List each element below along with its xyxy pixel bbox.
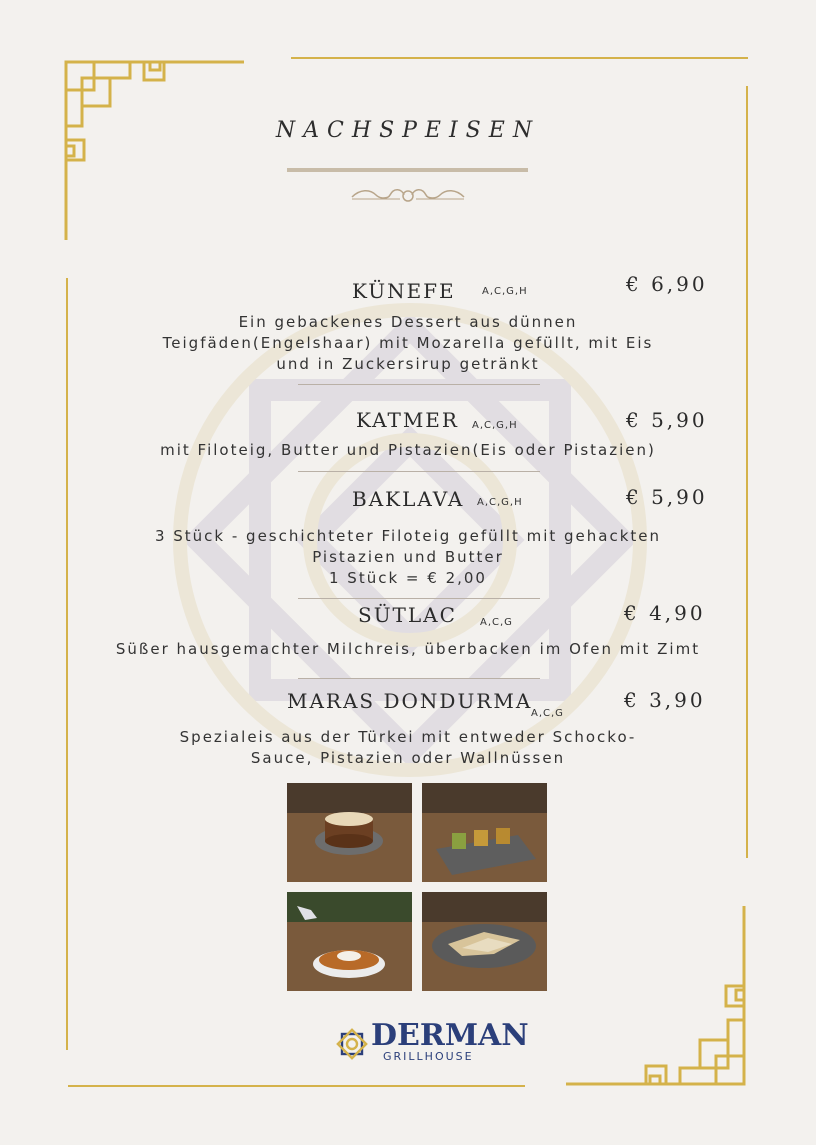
- item-desc-kunefe: Ein gebackenes Dessert aus dünnen Teigfäden(Engelshaar) mit Mozarella gefüllt, mit Eis und in Zuckersirup getränkt: [162, 313, 654, 373]
- item-price-katmer: € 5,90: [626, 408, 708, 432]
- frame-right-line: [746, 86, 748, 858]
- logo-subtitle: GRILLHOUSE: [383, 1050, 474, 1063]
- kunefe-photo: [287, 892, 412, 991]
- item-name-kunefe: KÜNEFE: [352, 279, 456, 303]
- title-underline: [287, 168, 528, 172]
- item-name-sutlac: SÜTLAC: [358, 603, 457, 627]
- derman-logo-icon: [333, 1025, 371, 1063]
- sutlac-photo: [287, 783, 412, 882]
- item-desc-maras-dondurma: Spezialeis aus der Türkei mit entweder Schocko- Sauce, Pistazien oder Wallnüssen: [179, 728, 637, 767]
- corner-ornament-bottom-right: [560, 900, 750, 1090]
- separator: [298, 598, 540, 599]
- katmer-photo: [422, 892, 547, 991]
- baklava-photo: [422, 783, 547, 882]
- item-allergens-maras-dondurma: A,C,G: [531, 708, 564, 719]
- item-allergens-baklava: A,C,G,H: [477, 497, 523, 508]
- separator: [298, 384, 540, 385]
- item-name-maras-dondurma: MARAS DONDURMA: [287, 689, 533, 713]
- item-allergens-kunefe: A,C,G,H: [482, 286, 528, 297]
- frame-bottom-line: [68, 1085, 525, 1087]
- item-desc-katmer: mit Filoteig, Butter und Pistazien(Eis oder Pistazien): [160, 441, 656, 459]
- frame-top-line: [291, 57, 748, 59]
- item-desc-baklava: 3 Stück - geschichteter Filoteig gefüllt mit gehackten Pistazien und Butter 1 Stück = € 2,00: [154, 527, 662, 587]
- item-desc-sutlac: Süßer hausgemachter Milchreis, überbacken im Ofen mit Zimt: [115, 640, 701, 658]
- item-price-sutlac: € 4,90: [624, 601, 706, 625]
- item-name-baklava: BAKLAVA: [352, 487, 465, 511]
- separator: [298, 678, 540, 679]
- frame-left-line: [66, 278, 68, 1050]
- item-price-maras-dondurma: € 3,90: [624, 688, 706, 712]
- item-price-baklava: € 5,90: [626, 485, 708, 509]
- item-allergens-sutlac: A,C,G: [480, 617, 513, 628]
- logo-wordmark: DERMAN: [371, 1018, 529, 1053]
- separator: [298, 471, 540, 472]
- flourish-ornament: [350, 185, 466, 207]
- item-price-kunefe: € 6,90: [626, 272, 708, 296]
- item-name-katmer: KATMER: [356, 408, 459, 432]
- item-allergens-katmer: A,C,G,H: [472, 420, 518, 431]
- page-title: NACHSPEISEN: [275, 118, 541, 143]
- corner-ornament-top-left: [60, 56, 250, 246]
